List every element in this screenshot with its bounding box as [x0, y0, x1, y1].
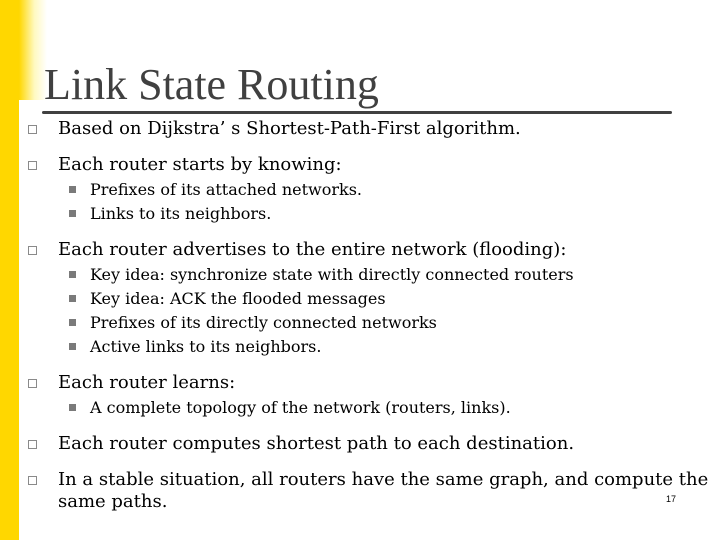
title-underline — [42, 111, 672, 114]
square-bullet-icon — [28, 161, 37, 170]
bullet-text: Each router computes shortest path to each destination. — [58, 433, 575, 454]
bullet-text: Each router learns: — [58, 372, 236, 393]
square-bullet-icon — [28, 125, 37, 134]
square-bullet-icon — [28, 246, 37, 255]
square-bullet-icon — [28, 379, 37, 388]
bullet-text-continuation: same paths. — [58, 491, 168, 512]
slide-title: Link State Routing — [44, 60, 379, 109]
square-bullet-icon — [28, 476, 37, 485]
sub-bullet-text: Key idea: ACK the flooded messages — [90, 289, 386, 308]
accent-bar — [0, 0, 19, 540]
filled-square-bullet-icon — [69, 210, 76, 217]
filled-square-bullet-icon — [69, 271, 76, 278]
filled-square-bullet-icon — [69, 295, 76, 302]
bullet-text: Each router advertises to the entire network (flooding): — [58, 239, 567, 260]
bullet-text: Based on Dijkstra’ s Shortest-Path-First algorithm. — [58, 118, 521, 139]
sub-bullet-text: Prefixes of its directly connected networks — [90, 313, 437, 332]
square-bullet-icon — [28, 440, 37, 449]
sub-bullet-text: A complete topology of the network (routers, links). — [90, 398, 511, 417]
sub-bullet-text: Key idea: synchronize state with directly connected routers — [90, 265, 574, 284]
filled-square-bullet-icon — [69, 404, 76, 411]
sub-bullet-text: Prefixes of its attached networks. — [90, 180, 362, 199]
sub-bullet-text: Active links to its neighbors. — [90, 337, 322, 356]
page-number: 17 — [666, 494, 677, 504]
filled-square-bullet-icon — [69, 319, 76, 326]
filled-square-bullet-icon — [69, 343, 76, 350]
bullet-text: Each router starts by knowing: — [58, 154, 342, 175]
bullet-text: In a stable situation, all routers have the same graph, and compute the — [58, 469, 709, 490]
sub-bullet-text: Links to its neighbors. — [90, 204, 272, 223]
filled-square-bullet-icon — [69, 186, 76, 193]
title-gradient-accent — [19, 0, 47, 100]
